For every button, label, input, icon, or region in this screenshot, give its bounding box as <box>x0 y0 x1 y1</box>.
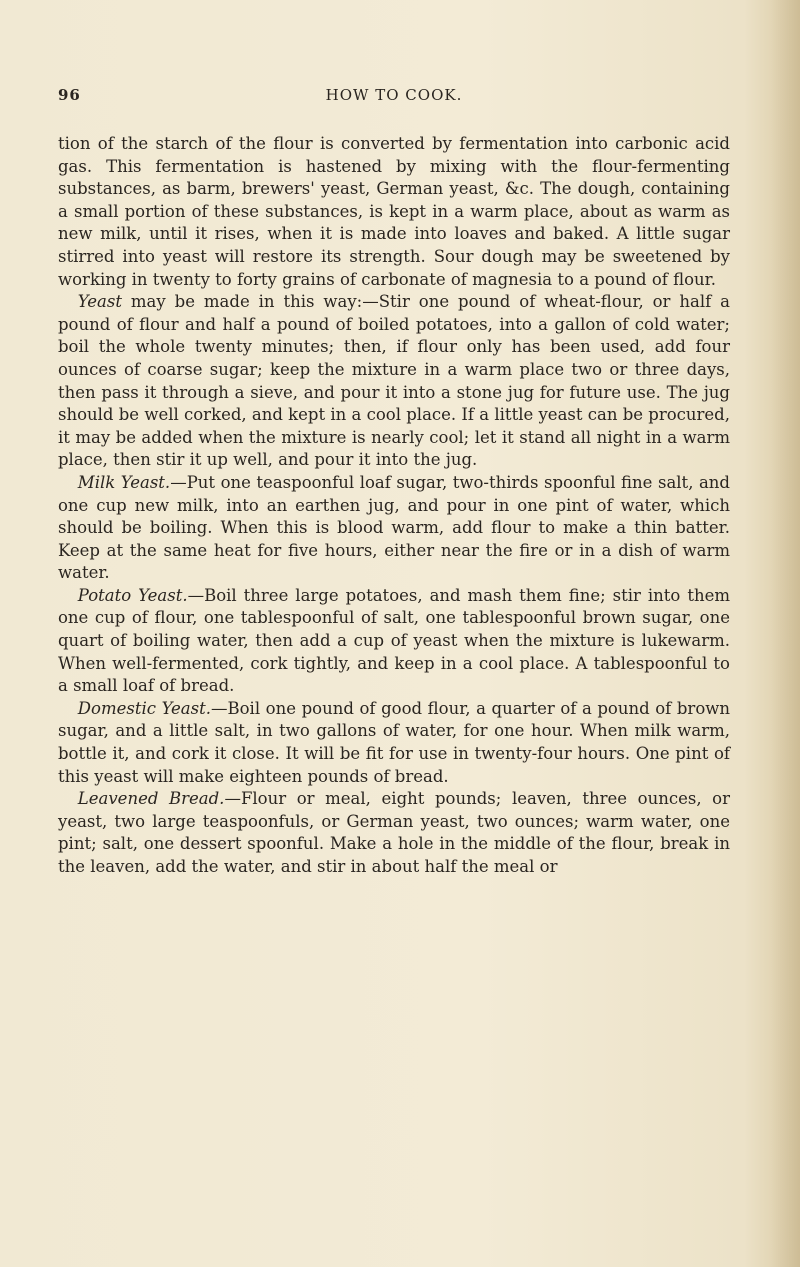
recipe-title: Yeast <box>77 292 122 312</box>
recipe-text: —Boil three large potatoes, and mash them fine; stir into them one cup of flour, one tablespoonful of salt, one tablespoonful brown sugar, one quart of boiling water, then add a cup of yeast when the mixture is lukewarm. When well-fermented, cork tightly, and keep in a cool place. A tablespoonful to a small loaf of bread. <box>58 585 730 696</box>
continuation-paragraph: tion of the starch of the flour is converted by fermentation into carbonic acid gas. This fermentation is hastened by mixing with the flour-fermenting substances, as barm, brewers' yeast, German yeast, &c. The dough, containing a small portion of these substances, is kept in a warm place, about as warm as new milk, until it rises, when it is made into loaves and baked. A little sugar stirred into yeast will restore its strength. Sour dough may be sweetened by working in twenty to forty grains of carbonate of magnesia to a pound of flour. <box>58 134 730 289</box>
recipe-title: Milk Yeast. <box>77 472 171 492</box>
body-text <box>58 133 730 879</box>
recipe-text: —Put one teaspoonful loaf sugar, two-thirds spoonful fine salt, and one cup new milk, into an earthen jug, and pour in one pint of water, which should be boiling. When this is blood warm, add flour to make a thin batter. Keep at the same heat for five hours, either near the fire or in a dish of warm water. <box>58 472 730 583</box>
recipe-text: may be made in this way:—Stir one pound of wheat-flour, or half a pound of flour and half a pound of boiled potatoes, into a gallon of cold water; boil the whole twenty minutes; then, if flour only has been used, add four ounces of coarse sugar; keep the mixture in a warm place two or three days, then pass it through a sieve, and pour it into a stone jug for future use. The jug should be well corked, and kept in a cool place. If a little yeast can be procured, it may be added when the mixture is nearly cool; let it stand all night in a warm place, then stir it up well, and pour it into the jug. <box>58 292 730 470</box>
recipe-title: Domestic Yeast. <box>77 698 211 718</box>
recipe-title: Leavened Bread. <box>77 789 225 809</box>
recipe-title: Potato Yeast. <box>77 585 188 605</box>
recipe-paragraph-yeast <box>58 291 730 472</box>
running-head: HOW TO COOK. <box>325 86 463 104</box>
page-number: 96 <box>58 86 81 104</box>
recipe-paragraph-domestic-yeast <box>58 698 730 788</box>
recipe-paragraph-potato-yeast <box>58 585 730 698</box>
recipe-text: —Boil one pound of good flour, a quarter of a pound of brown sugar, and a little salt, in two gallons of water, for one hour. When milk warm, bottle it, and cork it close. It will be fit for use in twenty-four hours. One pint of this yeast will make eighteen pounds of bread. <box>58 698 730 786</box>
recipe-paragraph-leavened-bread <box>58 788 730 878</box>
recipe-text: —Flour or meal, eight pounds; leaven, three ounces, or yeast, two large teaspoonfuls, or German yeast, two ounces; warm water, one pint; salt, one dessert spoonful. Make a hole in the middle of the flour, break in the leaven, add the water, and stir in about half the meal or <box>58 789 731 876</box>
recipe-paragraph-milk-yeast <box>58 472 730 585</box>
page-edge-shadow <box>770 0 800 1267</box>
page-header <box>58 86 730 110</box>
